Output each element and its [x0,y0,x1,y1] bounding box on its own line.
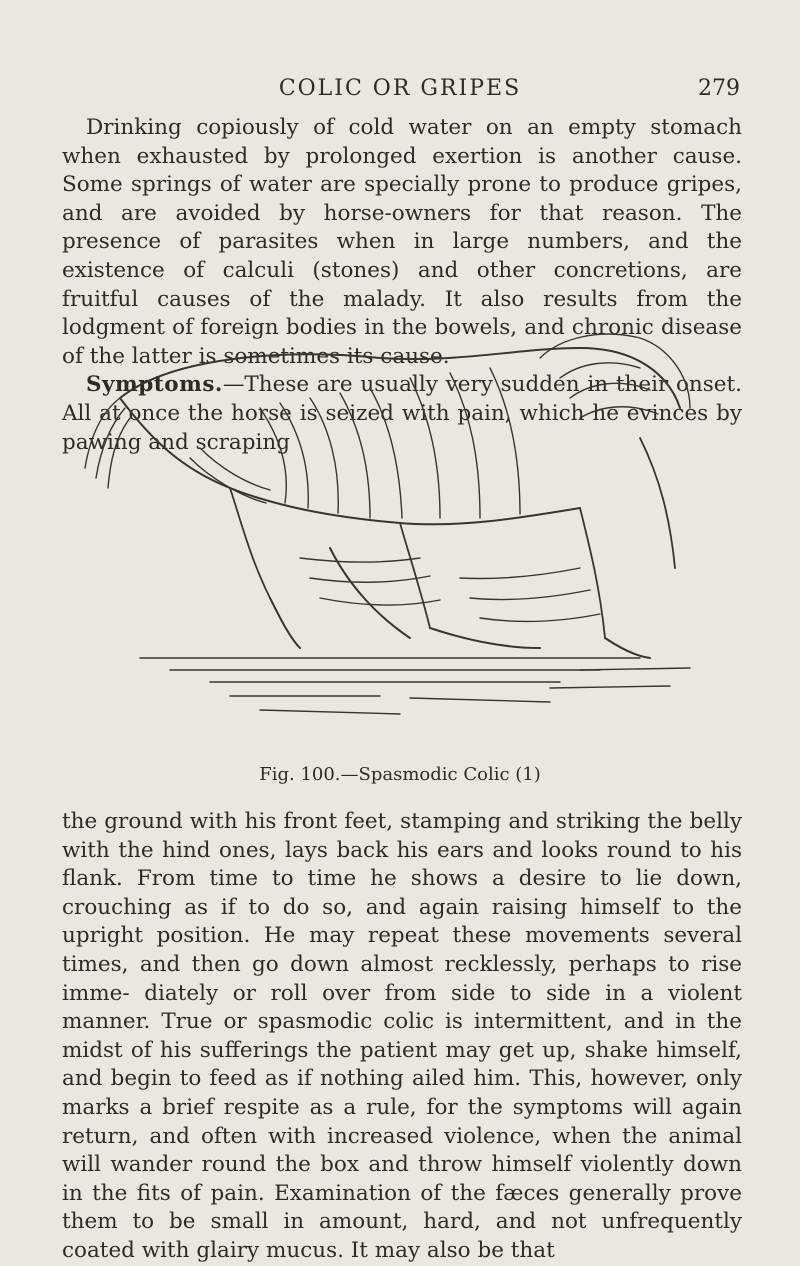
page-number: 279 [698,76,740,101]
running-title: COLIC OR GRIPES [278,76,522,101]
horse-engraving [80,318,720,750]
text-block-bottom [62,808,742,1266]
section-heading-symptoms: Symptoms. [86,372,223,398]
paragraph-symptoms-text: —These are usually very sudden in their onset. All at once the horse is seized with pain, which he evinces by pawing and scraping [62,372,742,455]
figure-caption: Fig. 100.—Spasmodic Colic (1) [259,764,541,785]
figure-horse-illustration [80,318,720,750]
paragraph-continuation: the ground with his front feet, stamping and striking the belly with the hind ones, lays back his ears and looks round to his flank. From time to time he shows a desire to lie down, crouching as if to do so, and again raising himself to the upright position. He may repeat these movements several times, and then go down almost recklessly, perhaps to rise imme- diately or roll over from side to side in a violent manner. True or spasmodic colic is intermittent, and in the midst of his sufferings the patient may get up, shake himself, and begin to feed as if nothing ailed him. This, however, only marks a brief respite as a rule, for the symptoms will again return, and often with increased violence, when the animal will wander round the box and throw himself violently down in the fits of pain. Examination of the fæces generally prove them to be small in amount, hard, and not unfrequently coated with glairy mucus. It may also be that [62,809,742,1263]
paragraph-causes: Drinking copiously of cold water on an empty stomach when exhausted by prolonged exertion is another cause. Some springs of water are specially prone to produce gripes, and are avoided by horse-owners for that reason. The presence of parasites when in large numbers, and the existence of calculi (stones) and other concretions, are fruitful causes of the malady. It also results from the lodgment of foreign bodies in the bowels, and chronic disease of the latter is sometimes its cause. [62,115,742,369]
running-head [60,76,740,106]
